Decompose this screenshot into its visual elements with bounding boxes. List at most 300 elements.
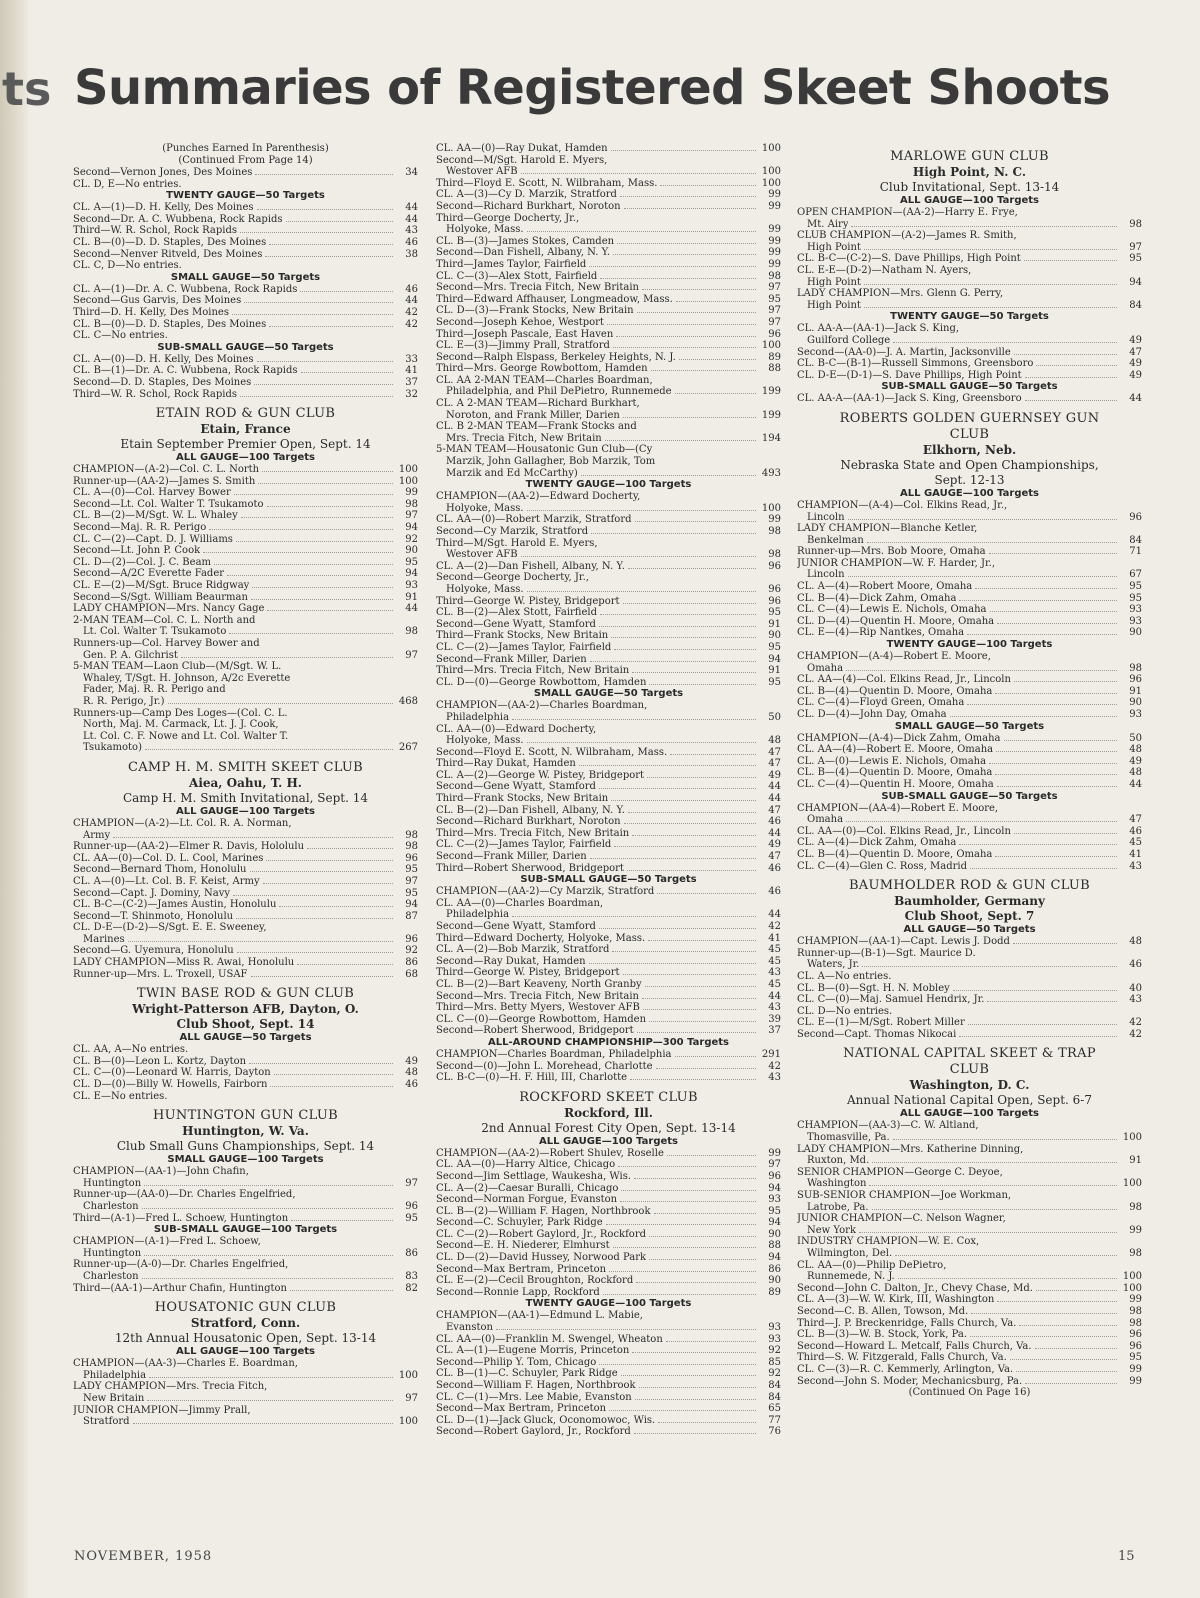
result-text: LADY CHAMPION—Mrs. Katherine Dinning, (797, 1143, 1024, 1155)
score: 88 (768, 1240, 781, 1252)
result-text: Runners-up—Camp Des Loges—(Col. C. L. (73, 707, 288, 719)
dot-leader (266, 853, 393, 861)
dot-leader (254, 377, 393, 385)
result-label: Second—Gene Wyatt, Stamford (436, 781, 596, 793)
result-row (797, 1294, 1142, 1306)
result-row (436, 1287, 781, 1299)
dot-leader (113, 830, 393, 838)
result-label: Huntington (83, 1247, 142, 1259)
result-row (436, 863, 781, 875)
result-row (436, 1357, 781, 1369)
club-name: HOUSATONIC GUN CLUB (154, 1300, 337, 1316)
dot-leader (599, 781, 756, 789)
score: 99 (768, 200, 781, 212)
club-location: Wright-Patterson AFB, Dayton, O. (132, 1002, 359, 1017)
score: 100 (1122, 1132, 1142, 1144)
result-label: Third—Mrs. Trecia Fitch, New Britain (436, 827, 630, 839)
result-row (436, 1264, 781, 1276)
score: 98 (405, 498, 418, 510)
dot-leader (642, 991, 756, 999)
score: 32 (405, 388, 418, 400)
score: 194 (761, 432, 781, 444)
dot-leader (527, 735, 756, 743)
score: 291 (761, 1048, 781, 1060)
result-row (436, 201, 781, 213)
result-label: Third—Ray Dukat, Hamden (436, 758, 576, 770)
score: 95 (405, 864, 418, 876)
score: 99 (1129, 1363, 1142, 1375)
score: 37 (405, 376, 418, 388)
result-label: Third—Robert Sherwood, Bridgeport (436, 862, 624, 874)
result-row (73, 864, 418, 876)
result-label: Third—Mrs. Betty Myers, Westover AFB (436, 1002, 640, 1014)
score: 44 (1129, 778, 1142, 790)
result-row (73, 284, 418, 296)
score: 50 (1129, 732, 1142, 744)
score: 199 (761, 386, 781, 398)
result-label: CL. A—(0)—Col. Harvey Bower (73, 487, 231, 499)
result-row (797, 744, 1142, 756)
dot-leader (623, 596, 756, 604)
result-row (436, 747, 781, 759)
score: 42 (768, 921, 781, 932)
dot-leader (635, 514, 756, 522)
score: 86 (405, 1247, 418, 1259)
result-row (797, 593, 1142, 605)
result-text: Second—M/Sgt. Harold E. Myers, (436, 154, 608, 166)
result-label: Third—(A-1)—Fred L. Schoew, Huntington (73, 1212, 289, 1224)
result-text: CL. D, E—No entries. (73, 178, 182, 190)
result-label: Second—G. Uyemura, Honolulu (73, 945, 234, 957)
dot-leader (995, 686, 1117, 694)
result-label: Philadelphia (83, 1369, 147, 1381)
result-label: LADY CHAMPION—Miss R. Awai, Honolulu (73, 957, 295, 969)
result-text: Lt. Col. C. F. Nowe and Lt. Col. Walter T. (83, 730, 289, 742)
event-category-heading: TWENTY GAUGE—100 Targets (886, 639, 1053, 651)
result-row (73, 876, 418, 888)
result-row (436, 468, 781, 480)
result-label: CHAMPION—(AA-2)—Cy Marzik, Stratford (436, 886, 655, 898)
club-name: MARLOWE GUN CLUB (890, 149, 1049, 164)
dot-leader (262, 464, 393, 472)
result-row (436, 816, 781, 828)
score: 47 (1129, 814, 1142, 826)
dot-leader (959, 593, 1117, 601)
result-row (436, 1240, 781, 1252)
dot-leader (649, 1229, 756, 1237)
result-label: Second—D. D. Staples, Des Moines (73, 376, 252, 388)
result-text: CL. A—No entries. (797, 970, 892, 982)
result-row (436, 282, 781, 294)
result-label: CL. B—(0)—Leon L. Kortz, Dayton (73, 1055, 247, 1067)
dot-leader (1014, 826, 1117, 834)
result-row (436, 514, 781, 526)
score: 95 (768, 607, 781, 619)
dot-leader (637, 1025, 756, 1033)
result-label: Huntington (83, 1177, 142, 1189)
result-label: Philadelphia (446, 711, 510, 723)
dot-leader (227, 568, 393, 576)
result-label: Latrobe, Pa. (807, 1201, 869, 1213)
dot-leader (666, 1334, 756, 1342)
result-text: JUNIOR CHAMPION—C. Nelson Wagner, (797, 1213, 1006, 1225)
result-label: Second—C. B. Allen, Towson, Md. (797, 1305, 969, 1317)
result-label: Philadelphia (446, 909, 510, 921)
result-row (436, 630, 781, 642)
dot-leader (181, 650, 393, 658)
result-row (436, 933, 781, 945)
score: 90 (1129, 697, 1142, 709)
score: 93 (1129, 615, 1142, 627)
result-label: Second—Frank Miller, Darien (436, 851, 587, 863)
result-label: Second—E. H. Niederer, Elmhurst (436, 1240, 610, 1252)
result-row (436, 1334, 781, 1346)
event-category-heading: SMALL GAUGE—50 Targets (894, 720, 1045, 732)
result-label: Marzik and Ed McCarthy) (446, 467, 578, 479)
result-label: Second—(0)—John L. Morehead, Charlotte (436, 1060, 653, 1072)
score: 90 (768, 1228, 781, 1240)
dot-leader (607, 317, 756, 325)
dot-leader (898, 1271, 1117, 1279)
club-location: Elkhorn, Neb. (922, 442, 1017, 457)
result-label: CL. C—(3)—R. C. Kemmerly, Arlington, Va. (797, 1363, 1014, 1375)
score: 84 (1129, 299, 1142, 311)
score: 47 (1129, 346, 1142, 358)
result-label: CL. D—(0)—George Rowbottom, Hamden (436, 676, 647, 688)
dot-leader (618, 1159, 756, 1167)
result-row (797, 1283, 1142, 1295)
result-label: Second—C. Schuyler, Park Ridge (436, 1217, 603, 1229)
dot-leader (581, 468, 756, 476)
result-label: Second—John C. Dalton, Jr., Chevy Chase, Md. (797, 1282, 1033, 1294)
score: 98 (1129, 1201, 1142, 1213)
score: 100 (761, 143, 781, 154)
result-label: High Point (807, 241, 861, 253)
result-row (73, 377, 418, 389)
result-label: Runnemede, N. J. (807, 1271, 895, 1283)
event-category-heading: ALL GAUGE—100 Targets (899, 487, 1039, 499)
result-label: CL. A—(3)—W. W. Kirk, III, Washington (797, 1294, 995, 1306)
club-location: Washington, D. C. (909, 1078, 1030, 1093)
score: 93 (768, 1194, 781, 1206)
result-row (73, 1178, 418, 1190)
score: 87 (405, 910, 418, 922)
score: 96 (768, 1170, 781, 1182)
dot-leader (613, 340, 756, 348)
dot-leader (263, 876, 393, 884)
score: 100 (1122, 1282, 1142, 1294)
result-label: Lincoln (807, 511, 845, 523)
result-label: CL. A—(3)—Cy D. Marzik, Stratford (436, 189, 617, 201)
result-row (436, 642, 781, 654)
result-text: LADY CHAMPION—Mrs. Trecia Fitch, (73, 1381, 268, 1393)
score: 67 (1129, 569, 1142, 581)
result-label: Third—Frank Stocks, New Britain (436, 630, 609, 642)
score: 95 (1129, 1352, 1142, 1364)
result-label: Third—Edward Docherty, Holyoke, Mass. (436, 932, 646, 944)
result-row (797, 347, 1142, 359)
score: 85 (768, 1356, 781, 1368)
result-label: CL. AA—(0)—Col. Elkins Read, Jr., Lincoln (797, 825, 1011, 837)
score: 98 (1129, 1248, 1142, 1259)
dot-leader (1024, 253, 1117, 261)
result-label: Second—T. Shinmoto, Honolulu (73, 910, 234, 922)
result-row (73, 934, 418, 946)
event-title: Sept. 12-13 (934, 472, 1005, 487)
event-title: Etain September Premier Open, Sept. 14 (120, 437, 371, 452)
dot-leader (967, 627, 1117, 635)
dot-leader (996, 744, 1117, 752)
score: 46 (405, 1079, 418, 1091)
result-label: Second—Frank Miller, Darien (436, 653, 587, 665)
result-row (73, 237, 418, 249)
result-row (73, 580, 418, 592)
dot-leader (145, 742, 393, 750)
result-label: Runner-up—Mrs. L. Troxell, USAF (73, 968, 248, 980)
result-label: CL. C—(0)—Leonard W. Harris, Dayton (73, 1067, 271, 1079)
dot-leader (590, 654, 756, 662)
score: 90 (768, 630, 781, 642)
result-row (73, 1271, 418, 1283)
dot-leader (967, 697, 1117, 705)
result-row (436, 1148, 781, 1160)
result-row (73, 319, 418, 331)
result-row (73, 626, 418, 638)
score: 96 (768, 328, 781, 340)
result-row (73, 957, 418, 969)
score: 99 (768, 224, 781, 236)
result-label: New Britain (83, 1392, 145, 1404)
result-row (797, 277, 1142, 289)
result-row (73, 534, 418, 546)
result-row (436, 1252, 781, 1264)
dot-leader (236, 534, 393, 542)
result-label: CL. C—(2)—James Taylor, Fairfield (436, 839, 612, 851)
result-row (73, 1393, 418, 1405)
result-label: Second—Max Bertram, Princeton (436, 1403, 607, 1415)
score: 91 (1129, 1155, 1142, 1167)
dot-leader (620, 189, 756, 197)
result-row (797, 983, 1142, 995)
result-row (797, 994, 1142, 1006)
result-text: CL. C—No entries. (73, 330, 168, 342)
dot-leader (675, 386, 756, 394)
dot-leader (632, 828, 756, 836)
score: 92 (405, 945, 418, 957)
result-label: Second—Gene Wyatt, Stamford (436, 921, 596, 932)
score: 77 (768, 1414, 781, 1426)
dot-leader (142, 1201, 393, 1209)
result-row (797, 826, 1142, 838)
result-label: CL. B—(0)—D. D. Staples, Des Moines (73, 236, 267, 248)
dot-leader (300, 284, 393, 292)
dot-leader (975, 581, 1117, 589)
result-label: Thomasville, Pa. (807, 1132, 890, 1144)
result-label: CHAMPION—(A-4)—Dick Zahm, Omaha (797, 732, 1001, 744)
result-row (436, 1072, 781, 1084)
result-row (436, 607, 781, 619)
result-row (797, 335, 1142, 347)
score: 49 (768, 769, 781, 781)
dot-leader (658, 1415, 756, 1423)
result-label: Second—Vernon Jones, Des Moines (73, 167, 253, 178)
score: 42 (405, 318, 418, 330)
result-row (797, 1202, 1142, 1214)
result-text: Marzik, John Gallagher, Bob Marzik, Tom (446, 456, 656, 468)
dot-leader (603, 1287, 756, 1295)
result-label: CL. AA—(4)—Col. Elkins Read, Jr., Lincoln (797, 674, 1011, 686)
dot-leader (240, 389, 393, 397)
result-text: Runners-up—Col. Harvey Bower and (73, 638, 260, 649)
club-name: TWIN BASE ROD & GUN CLUB (136, 986, 355, 1002)
dot-leader (605, 433, 756, 441)
result-row (436, 305, 781, 317)
score: 42 (1129, 1017, 1142, 1029)
result-label: CL. B—(4)—Quentin D. Moore, Omaha (797, 767, 993, 779)
score: 44 (768, 827, 781, 839)
score: 100 (398, 475, 418, 487)
dot-leader (1016, 1364, 1117, 1372)
dot-leader (269, 319, 393, 327)
result-row (436, 584, 781, 596)
dot-leader (634, 1171, 756, 1179)
result-label: Third—W. R. Schol, Rock Rapids (73, 225, 237, 237)
dot-leader (589, 259, 756, 267)
result-label: Second—(AA-0)—J. A. Martin, Jacksonville (797, 346, 1011, 358)
result-text: CLUB CHAMPION—(A-2)—James R. Smith, (797, 230, 1017, 242)
result-row (797, 581, 1142, 593)
result-row (797, 814, 1142, 826)
result-label: Second—Norman Forgue, Evanston (436, 1194, 618, 1206)
score: 88 (768, 363, 781, 375)
dot-leader (252, 580, 393, 588)
result-text: SUB-SENIOR CHAMPION—Joe Workman, (797, 1190, 1012, 1202)
result-row (436, 178, 781, 190)
score: 43 (1129, 860, 1142, 872)
score: 99 (768, 258, 781, 270)
dot-leader (959, 837, 1117, 845)
dot-leader (679, 352, 756, 360)
score: 98 (405, 829, 418, 841)
dot-leader (297, 957, 393, 965)
result-row (436, 1275, 781, 1287)
result-row (436, 317, 781, 329)
score: 47 (768, 851, 781, 863)
result-row (797, 861, 1142, 873)
result-row (73, 969, 418, 981)
result-label: Philadelphia, and Phil DePietro, Runnemede (446, 386, 672, 398)
result-text: 5-MAN TEAM—Housatonic Gun Club—(Cy (436, 444, 653, 456)
result-row (797, 1271, 1142, 1283)
result-label: Second—Gene Wyatt, Stamford (436, 618, 596, 630)
score: 98 (768, 270, 781, 282)
result-row (436, 1159, 781, 1171)
score: 100 (761, 166, 781, 178)
score: 100 (761, 502, 781, 514)
result-label: CL. AA—(0)—Robert Marzik, Stratford (436, 514, 632, 526)
result-row (73, 911, 418, 923)
dot-leader (862, 959, 1117, 967)
score: 48 (768, 735, 781, 747)
result-row (797, 535, 1142, 547)
dot-leader (657, 886, 756, 894)
result-label: Second—Gus Garvis, Des Moines (73, 295, 242, 307)
score: 94 (405, 568, 418, 580)
club-name: ROCKFORD SKEET CLUB (519, 1089, 698, 1105)
result-label: Evanston (446, 1322, 493, 1334)
result-row (73, 1248, 418, 1260)
dot-leader (649, 1014, 756, 1022)
dot-leader (1014, 674, 1117, 682)
result-label: CL. B-C—(C-2)—S. Dave Phillips, High Point (797, 253, 1021, 265)
score: 84 (1129, 534, 1142, 546)
result-label: CL. B-C—(B-1)—Russell Simmons, Greensboro (797, 358, 1034, 370)
dot-leader (623, 967, 756, 975)
dot-leader (997, 779, 1117, 787)
result-row (73, 354, 418, 366)
score: 47 (768, 804, 781, 816)
result-text: CL. AA 2-MAN TEAM—Charles Boardman, (436, 374, 653, 386)
result-row (436, 247, 781, 259)
score: 99 (768, 247, 781, 259)
score: 46 (405, 283, 418, 295)
result-row (436, 1171, 781, 1183)
score: 43 (768, 1072, 781, 1084)
result-row (436, 654, 781, 666)
result-row (436, 224, 781, 236)
result-row (436, 1415, 781, 1427)
result-row (73, 899, 418, 911)
result-label: CL. C—(2)—Robert Gaylord, Jr., Rockford (436, 1228, 647, 1240)
event-category-heading: SMALL GAUGE—100 Targets (167, 1154, 324, 1166)
event-category-heading: TWENTY GAUGE—100 Targets (525, 1298, 692, 1310)
dot-leader (628, 805, 756, 813)
result-label: CL. B—(4)—Quentin D. Moore, Omaha (797, 848, 993, 860)
score: 45 (768, 944, 781, 956)
result-label: CL. C—(1)—Mrs. Lee Mabie, Evanston (436, 1391, 632, 1403)
dot-leader (621, 1183, 756, 1191)
result-label: LADY CHAMPION—Mrs. Nancy Gage (73, 603, 265, 615)
score: 48 (1129, 767, 1142, 779)
result-row (436, 166, 781, 178)
result-label: CHAMPION—(A-2)—Col. C. L. North (73, 464, 260, 476)
dot-leader (229, 626, 393, 634)
result-text: CHAMPION—(AA-4)—Robert E. Moore, (797, 802, 999, 814)
result-label: Wilmington, Del. (807, 1248, 893, 1259)
result-text: CL. A 2-MAN TEAM—Richard Burkhart, (436, 398, 640, 410)
result-label: CL. C—(4)—Floyd Green, Omaha (797, 697, 965, 709)
result-row (797, 697, 1142, 709)
dot-leader (265, 249, 393, 257)
result-row (797, 1178, 1142, 1190)
score: 95 (1129, 581, 1142, 593)
note-text: (Continued From Page 14) (178, 155, 313, 166)
event-category-heading: ALL GAUGE—100 Targets (175, 452, 315, 464)
result-row (797, 616, 1142, 628)
score: 97 (405, 875, 418, 887)
dot-leader (893, 1132, 1117, 1140)
result-row (73, 1201, 418, 1213)
result-label: CL. A—(0)—D. H. Kelly, Des Moines (73, 353, 254, 365)
dot-leader (987, 994, 1117, 1002)
dot-leader (846, 814, 1117, 822)
score: 38 (405, 248, 418, 260)
result-row (797, 1029, 1142, 1041)
dot-leader (274, 1067, 393, 1075)
result-row (73, 307, 418, 319)
score: 49 (1129, 358, 1142, 370)
result-text: CL. D-E—(D-2)—S/Sgt. E. E. Sweeney, (73, 922, 267, 934)
